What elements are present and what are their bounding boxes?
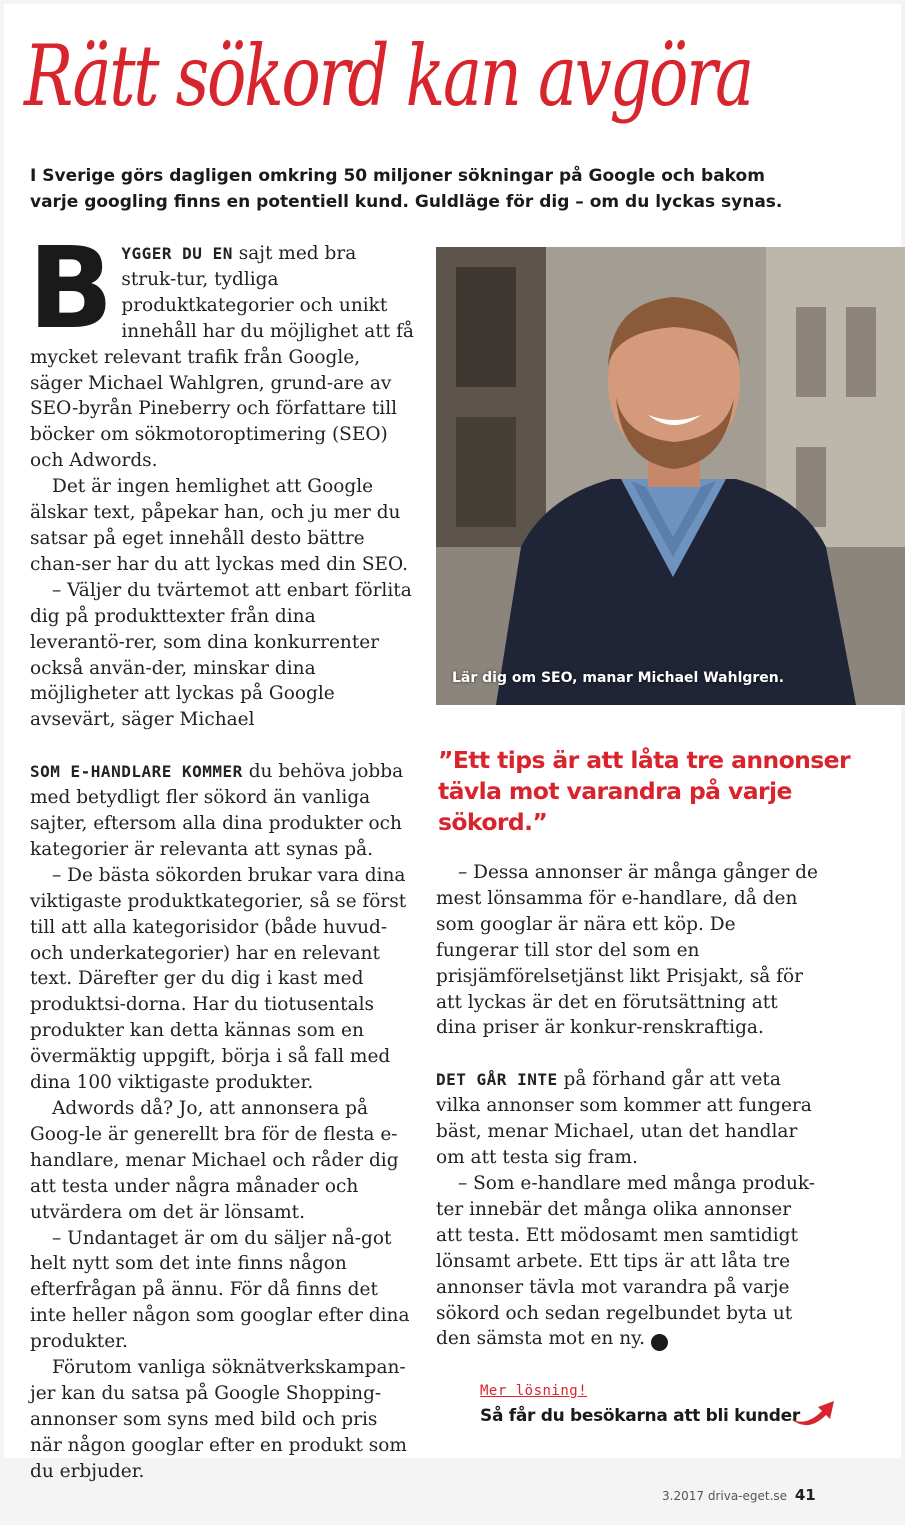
photo-caption: Lär dig om SEO, manar Michael Wahlgren. — [452, 670, 785, 686]
drop-cap: B — [28, 224, 114, 354]
body-paragraph: Det är ingen hemlighet att Google älskar text, påpekar han, och ju mer du satsar på eget innehåll desto bättre chan-ser har du att lyckas med din SEO. — [30, 476, 408, 575]
site-name: driva-eget.se — [707, 1489, 788, 1503]
body-paragraph: – Undantaget är om du säljer nå-got helt nytt som det inte finns någon efterfrågan på ännu. För då finns det inte heller någon som googlar efter dina produkter. — [30, 1227, 410, 1353]
more-link-label[interactable]: Mer lösning! — [480, 1383, 588, 1399]
body-paragraph — [28, 224, 415, 474]
body-paragraph: – De bästa sökorden brukar vara dina viktigaste produktkategorier, så se först till att alla kategorisidor (både huvud- och underkategorier) har en relevant text. Därefter ger du dig i kast med produktsi-dorna. Har du tiotusentals produkter kan detta kännas som en övermäktig uppgift, börja i så fall med dina 100 viktigaste produkter. — [30, 864, 407, 1094]
page-footer — [662, 1486, 816, 1504]
page-number: 41 — [794, 1486, 816, 1504]
body-paragraph: Adwords då? Jo, att annonsera på Goog-le är generellt bra för de flesta e-handlare, menar Michael och råder dig att testa under några månader och utvärdera om det är lönsamt. — [30, 1098, 399, 1223]
lead-in-caps: YGGER DU EN — [121, 244, 233, 263]
body-paragraph — [436, 1067, 821, 1171]
issue-number: 3.2017 — [662, 1489, 704, 1503]
body-paragraph: Förutom vanliga söknätverkskampan-jer kan du satsa på Google Shopping-annonser som syns med bild och pris när någon googlar efter en produkt som du erbjuder. — [30, 1357, 407, 1482]
body-paragraph — [30, 759, 415, 863]
paragraph-text: på förhand går att veta vilka annonser som kommer att fungera bäst, menar Michael, utan det handlar om att testa sig fram. — [436, 1069, 812, 1169]
end-mark-icon: d — [651, 1334, 668, 1351]
headline: Rätt sökord kan avgöra — [24, 27, 752, 125]
body-paragraph: – Väljer du tvärtemot att enbart förlita dig på produkttexter från dina leverantö-rer, som dina konkurrenter också använ-der, minskar dina möjligheter att lyckas på Google avsevärt, säger Michael — [30, 579, 412, 731]
body-paragraph — [436, 1171, 821, 1352]
portrait-illustration — [436, 247, 905, 705]
more-link-title[interactable]: Så får du besökarna att bli kunder — [480, 1406, 800, 1426]
lead-in-caps: SOM E-HANDLARE KOMMER — [30, 762, 243, 782]
portrait-photo — [436, 247, 905, 705]
arrow-right-icon[interactable] — [788, 1397, 836, 1429]
column-left — [28, 224, 415, 1485]
paragraph-text: – Som e-handlare med många produk-ter innebär det många olika annonser att testa. Ett mödosamt men samtidigt lönsamt arbete. Ett tips är att låta tre annonser tävla mot varandra på varje sökord och sedan regelbundet byta ut den sämsta mot en ny. — [436, 1172, 816, 1350]
paragraph-text: sajt med bra struk-tur, tydliga produktkategorier och unikt innehåll har du möjlighet att få mycket relevant trafik från Google, säger Michael Wahlgren, grund-are av SEO-byrån Pineberry och författare till böcker om sökmotoroptimering (SEO) och Adwords. — [30, 243, 414, 472]
paragraph-text: du behöva jobba med betydligt fler sökord än vanliga sajter, eftersom alla dina produkter och kategorier är relevanta att synas på. — [30, 761, 404, 860]
lead-paragraph: I Sverige görs dagligen omkring 50 miljoner sökningar på Google och bakom varje googling finns en potentiell kund. Guldläge för dig – om du lyckas synas. — [30, 166, 783, 212]
body-paragraph: – Dessa annonser är många gånger de mest lönsamma för e-handlare, då den som googlar är nära ett köp. De fungerar till stor del som en prisjämförelsetjänst likt Prisjakt, så för att lyckas är det en förutsättning att dina priser är konkur-renskraftiga. — [436, 862, 818, 1039]
pull-quote: ”Ett tips är att låta tre annonser tävla mot varandra på varje sökord.” — [438, 746, 850, 836]
column-right — [436, 860, 821, 1352]
lead-in-caps: DET GÅR INTE — [436, 1070, 558, 1090]
